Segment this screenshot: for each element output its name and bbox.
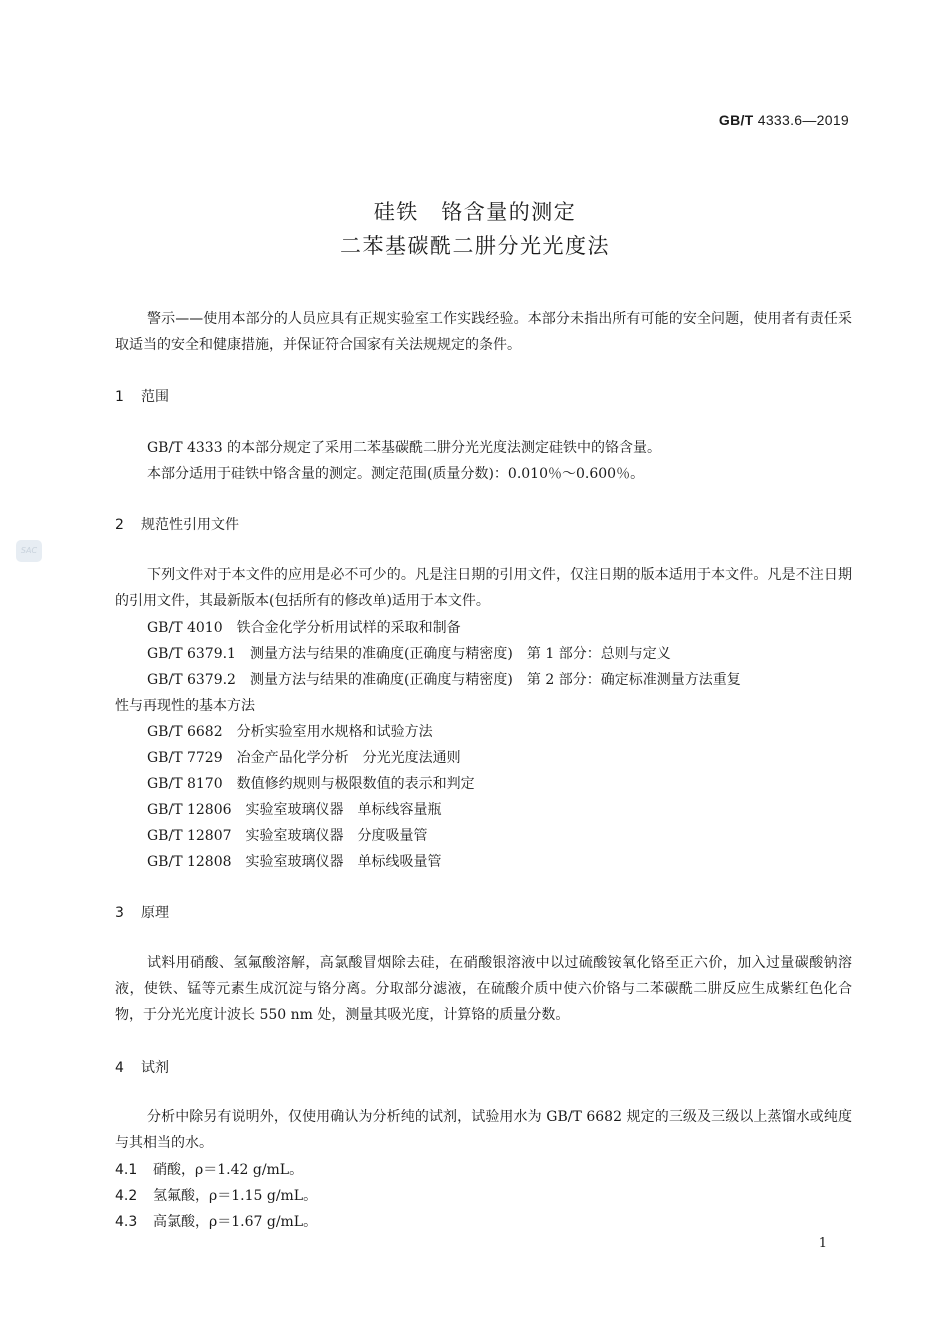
document-title-line2: 二苯基碳酰二肼分光光度法 xyxy=(340,234,610,258)
document-title-line1: 硅铁 铬含量的测定 xyxy=(373,200,577,224)
reagent-item xyxy=(115,1211,317,1231)
reference-code: GB/T 12807 xyxy=(147,828,232,844)
reference-item xyxy=(147,669,741,689)
section-heading-principle xyxy=(115,902,169,922)
section-title: 试剂 xyxy=(141,1060,169,1076)
scope-paragraph-2: 本部分适用于硅铁中铬含量的测定。测定范围(质量分数)：0.010％～0.600％。 xyxy=(147,466,645,482)
reagent-item xyxy=(115,1159,303,1179)
reference-title: 实验室玻璃仪器 分度吸量管 xyxy=(245,828,428,844)
section-title: 规范性引用文件 xyxy=(141,517,239,533)
reference-code: GB/T 8170 xyxy=(147,776,223,792)
reagent-text: 硝酸，ρ＝1.42 g/mL。 xyxy=(153,1162,304,1178)
reference-code: GB/T 12808 xyxy=(147,854,232,870)
reference-item-continuation: 性与再现性的基本方法 xyxy=(115,698,255,714)
reference-item xyxy=(147,825,428,845)
section-heading-normative-references xyxy=(115,514,239,534)
reference-item xyxy=(147,851,442,871)
reagent-number: 4.1 xyxy=(115,1162,138,1178)
section-number: 2 xyxy=(115,517,124,533)
standard-prefix: GB/T xyxy=(718,112,754,128)
reference-code: GB/T 12806 xyxy=(147,802,232,818)
references-intro: 下列文件对于本文件的应用是必不可少的。凡是注日期的引用文件，仅注日期的版本适用于本文件。凡是不注日期的引用文件，其最新版本(包括所有的修改单)适用于本文件。 xyxy=(115,567,852,609)
reference-code: GB/T 7729 xyxy=(147,750,223,766)
reference-item xyxy=(147,773,475,793)
section-number: 1 xyxy=(115,389,124,405)
sac-watermark-logo: SAC xyxy=(16,540,42,562)
reference-title: 实验室玻璃仪器 单标线吸量管 xyxy=(245,854,442,870)
reagent-text: 氢氟酸，ρ＝1.15 g/mL。 xyxy=(153,1188,318,1204)
scope-paragraph-1: GB/T 4333 的本部分规定了采用二苯基碳酰二肼分光光度法测定硅铁中的铬含量。 xyxy=(147,440,662,456)
reference-title: 铁合金化学分析用试样的采取和制备 xyxy=(236,620,461,636)
reference-item xyxy=(147,747,461,767)
reagent-text: 高氯酸，ρ＝1.67 g/mL。 xyxy=(153,1214,318,1230)
section-number: 4 xyxy=(115,1060,124,1076)
standard-number: 4333.6—2019 xyxy=(757,112,849,128)
reference-item xyxy=(147,799,442,819)
reference-code: GB/T 6379.2 xyxy=(147,672,236,688)
section-title: 原理 xyxy=(141,905,169,921)
reference-code: GB/T 6379.1 xyxy=(147,646,236,662)
reference-item xyxy=(147,643,671,663)
reference-code: GB/T 6682 xyxy=(147,724,223,740)
reagent-number: 4.3 xyxy=(115,1214,138,1230)
reference-item xyxy=(147,617,461,637)
page-number: 1 xyxy=(818,1236,827,1251)
section-heading-reagents xyxy=(115,1057,169,1077)
reference-title: 分析实验室用水规格和试验方法 xyxy=(236,724,433,740)
reference-title: 测量方法与结果的准确度(正确度与精密度) 第 1 部分：总则与定义 xyxy=(249,646,671,662)
warning-paragraph: 警示——使用本部分的人员应具有正规实验室工作实践经验。本部分未指出所有可能的安全问题，使用者有责任采取适当的安全和健康措施，并保证符合国家有关法规规定的条件。 xyxy=(115,311,852,353)
reference-title: 冶金产品化学分析 分光光度法通则 xyxy=(236,750,461,766)
reference-code: GB/T 4010 xyxy=(147,620,223,636)
reference-title: 测量方法与结果的准确度(正确度与精密度) 第 2 部分：确定标准测量方法重复 xyxy=(249,672,741,688)
reagent-item xyxy=(115,1185,317,1205)
reference-title: 数值修约规则与极限数值的表示和判定 xyxy=(236,776,475,792)
reagent-number: 4.2 xyxy=(115,1188,138,1204)
section-number: 3 xyxy=(115,905,124,921)
principle-paragraph: 试料用硝酸、氢氟酸溶解，高氯酸冒烟除去硅，在硝酸银溶液中以过硫酸铵氧化铬至正六价，加入过量碳酸钠溶液，使铁、锰等元素生成沉淀与铬分离。分取部分滤液，在硫酸介质中使六价铬与二苯碳酰二肼反应生成紫红色化合物，于分光光度计波长 550 nm 处，测量其吸光度，计算铬的质量分数。 xyxy=(115,955,852,1023)
reference-title: 实验室玻璃仪器 单标线容量瓶 xyxy=(245,802,442,818)
reagents-intro: 分析中除另有说明外，仅使用确认为分析纯的试剂，试验用水为 GB/T 6682 规定的三级及三级以上蒸馏水或纯度与其相当的水。 xyxy=(115,1109,852,1151)
reference-item xyxy=(147,721,433,741)
standard-code-header xyxy=(719,112,849,128)
section-heading-scope xyxy=(115,386,169,406)
section-title: 范围 xyxy=(141,389,169,405)
